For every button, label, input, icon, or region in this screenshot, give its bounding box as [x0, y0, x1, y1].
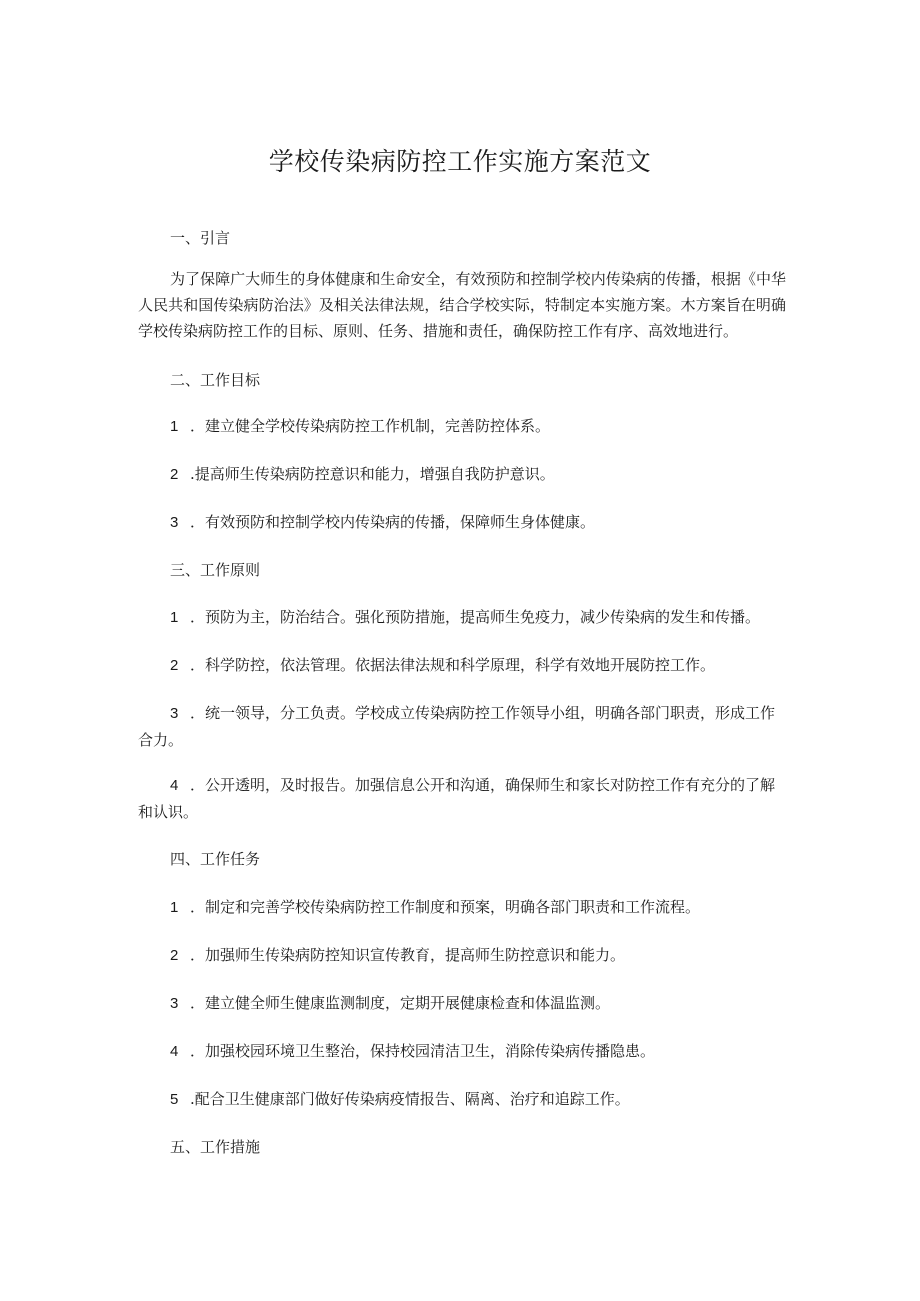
list-item: 3 ．统一领导，分工负责。学校成立传染病防控工作领导小组，明确各部门职责，形成工作合力。: [138, 704, 776, 749]
list-item: 3 ．有效预防和控制学校内传染病的传播，保障师生身体健康。: [170, 513, 596, 531]
section-heading-goals: 二、工作目标: [170, 371, 261, 389]
list-item: 1 ．制定和完善学校传染病防控工作制度和预案，明确各部门职责和工作流程。: [170, 898, 701, 916]
section-heading-measures: 五、工作措施: [170, 1138, 261, 1156]
list-item: 1 ．预防为主，防治结合。强化预防措施，提高师生免疫力，减少传染病的发生和传播。: [170, 608, 761, 626]
list-item: 2 ．加强师生传染病防控知识宣传教育，提高师生防控意识和能力。: [170, 946, 626, 964]
list-item: 3 ．建立健全师生健康监测制度，定期开展健康检查和体温监测。: [170, 994, 611, 1012]
intro-paragraph: 为了保障广大师生的身体健康和生命安全，有效预防和控制学校内传染病的传播，根据《中华人民共和国传染病防治法》及相关法律法规，结合学校实际，特制定本实施方案。木方案旨在明确学校传染病防控工作的目标、原则、任务、措施和责任，确保防控工作有序、高效地进行。: [138, 270, 786, 340]
document-title: 学校传染病防控工作实施方案范文: [268, 147, 652, 176]
list-item: 4 ．加强校园环境卫生整治，保持校园清洁卫生，消除传染病传播隐患。: [170, 1042, 656, 1060]
section-heading-tasks: 四、工作任务: [170, 850, 261, 868]
section-heading-principles: 三、工作原则: [170, 561, 261, 579]
list-item: 1 ．建立健全学校传染病防控工作机制，完善防控体系。: [170, 417, 551, 435]
list-item: 4 ．公开透明，及时报告。加强信息公开和沟通，确保师生和家长对防控工作有充分的了解和认识。: [138, 776, 776, 821]
list-item: 2 ．科学防控，依法管理。依据法律法规和科学原理，科学有效地开展防控工作。: [170, 656, 716, 674]
section-heading-intro: 一、引言: [170, 229, 231, 247]
list-item: 5 .配合卫生健康部门做好传染病疫情报告、隔离、治疗和追踪工作。: [170, 1090, 630, 1108]
list-item: 2 .提高师生传染病防控意识和能力，增强自我防护意识。: [170, 465, 555, 483]
